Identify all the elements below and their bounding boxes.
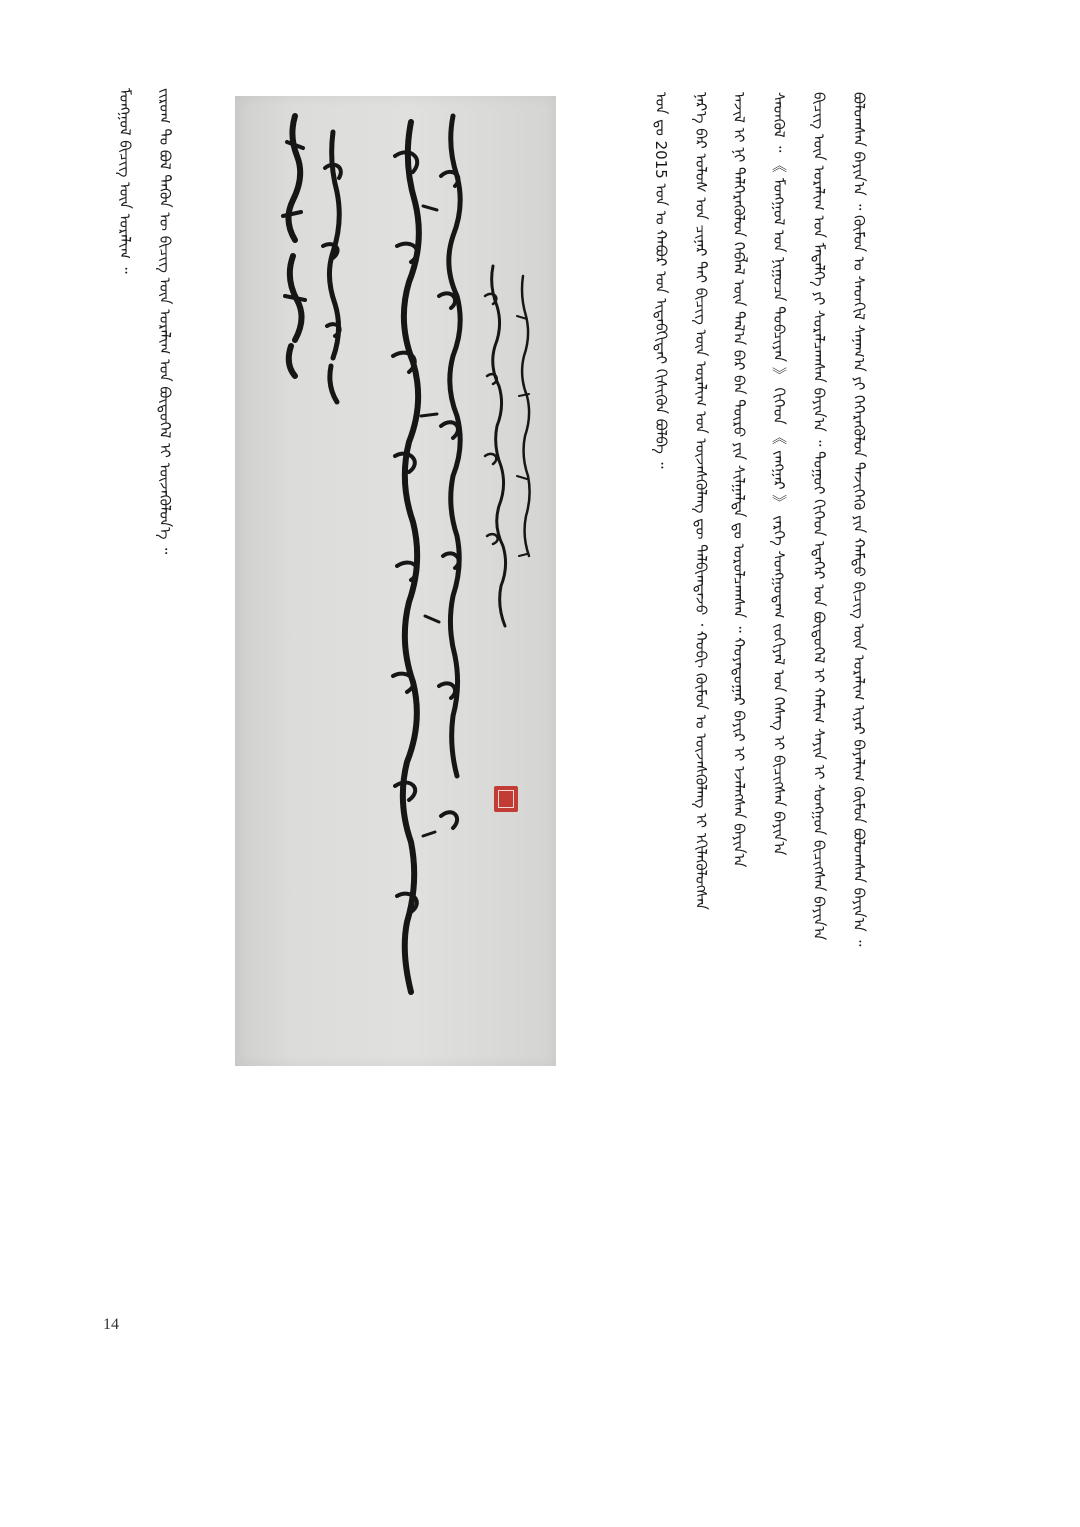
body-text-column-1: ᠪᠣᠯᠣᠭᠰᠠᠨ ᠪᠠᠶᠢᠨ᠎ᠠ ᠃ ᠬᠦᠮᠦᠨ ᠤ ᠰᠡᠳᠬᠢᠯ ᠰᠠᠨᠠᠭ᠎ᠠ ᠶᠢ ᠭᠡᠭᠡᠷᠡᠭᠦᠯᠦᠨ ᠲᠡᠵᠢᠭᠡᠬᠦ ᠶᠢᠨ ᠬᠠᠮᠲᠤ ᠪᠢᠴᠢᠭ ᠦᠨ ᠤᠷᠠᠯᠢᠭ ᠢᠶᠡᠷ ᠪᠠᠶᠠᠯᠢᠭ ᠬᠦᠮᠦᠨ ᠪᠤᠯᠤᠭᠰᠠᠨ ᠪᠠᠶᠢᠨ᠎ᠠ ᠃ — [850, 92, 868, 947]
red-seal-stamp — [494, 786, 518, 812]
caption-line-1: ᠵᠢᠷᠤᠭ ᠲᠤ ᠪᠣᠯ ᠲᠡᠭᠦᠨ ᠦ ᠪᠢᠴᠢᠭ ᠦᠨ ᠤᠷᠠᠯᠢᠭ ᠤᠨ ᠪᠦᠲᠦᠭᠡᠯ ᠢ ᠦᠵᠡᠭᠦᠯᠦᠨ᠎ᠡ ᠃ — [156, 88, 174, 555]
body-text-column-4: ᠠᠵᠢᠯ ᠢ ᠨᠢ ᠳᠡᠯᠭᠡᠷᠡᠭᠦᠯᠦᠨ ᠬᠡᠪᠯᠡᠯ ᠦᠨ ᠲᠠᠯ᠎ᠠ ᠪᠠᠷ ᠪᠠᠨ ᠲᠦᠷᠦ ᠶᠢᠨ ᠰᠢᠯᠭᠠᠯᠲᠠ ᠳᠤ ᠣᠷᠣᠯᠴᠠᠭᠰᠠᠨ ᠃ ᠬᠣᠶᠠᠳᠤᠭᠠᠷ ᠪᠠᠶᠢᠷ ᠢ ᠡᠵᠡᠯᠡᠭᠰᠡᠨ ᠪᠠᠶᠢᠨ᠎ᠠ — [730, 92, 748, 868]
calligraphy-strokes — [235, 96, 556, 1066]
body-text-column-3: ᠰᠡᠳᠬᠦᠯ ᠃ 《 ᠮᠣᠩᠭᠣᠯ ᠤᠨ ᠨᠢᠭᠤᠴᠠ ᠲᠣᠪᠴᠢᠶᠠᠨ 》 ᠬᠢᠭᠡᠳ 《 ᠵᠠᠩᠭᠠᠷ 》 ᠵᠡᠷᠭᠡ ᠰᠣᠩᠭᠣᠳᠠᠭ ᠵᠣᠬᠢᠶᠠᠯ ᠤᠨ ᠬᠡᠰᠡᠭ ᠢ ᠪᠢᠴᠢᠭᠰᠡᠨ ᠪᠠᠶᠢᠨ᠎ᠠ — [770, 92, 788, 856]
body-text-column-6: ᠣᠨ ᠳᠤ 2015 ᠣᠨ ᠤ ᠬᠠᠪᠤᠷ ᠤᠨ ᠢᠳᠡᠪᠬᠢᠲᠡᠢ ᠭᠢᠰᠢᠭᠦᠨ ᠪᠣᠯᠪᠠ ᠃ — [652, 92, 670, 469]
page-number: 14 — [103, 1316, 119, 1333]
body-text-column-2: ᠪᠢᠴᠢᠭ ᠦᠨ ᠤᠷᠠᠯᠢᠭ ᠤᠨ ᠮᠡᠳᠡᠯᠭᠡ ᠶᠢ ᠰᠤᠷᠠᠯᠴᠠᠭᠰᠠᠨ ᠪᠠᠶᠢᠨ᠎ᠠ ᠃ ᠳᠤᠭᠤᠢ ᠬᠢᠭᠡᠳ ᠡᠳᠡᠭᠡᠷ ᠤᠨ ᠪᠦᠲᠦᠭᠡᠯ ᠢ ᠬᠠᠮᠢᠭ ᠰᠠᠶᠢᠨ ᠢ ᠰᠣᠩᠭᠤᠨ ᠪᠢᠴᠢᠭᠰᠡᠨ ᠪᠠᠶᠢᠨ᠎ᠠ — [810, 92, 828, 941]
caption-line-2: ᠮᠣᠩᠭᠣᠯ ᠪᠢᠴᠢᠭ ᠦᠨ ᠤᠷᠠᠯᠢᠭ ᠃ — [116, 88, 134, 274]
body-text-column-5: ᠨᠡᠷ᠎ᠡ ᠪᠡᠷ ᠤᠯᠤᠰ ᠤᠨ ᠴᠢᠨᠠᠷ ᠲᠠᠢ ᠪᠢᠴᠢᠭ ᠦᠨ ᠤᠷᠠᠯᠢᠭ ᠤᠨ ᠦᠵᠡᠰᠭᠦᠯᠡᠩ ᠳᠦ ᠲᠠᠯᠪᠢᠭᠳᠠᠵᠤ ᠂ ᠬᠤᠪᠢ ᠬᠦᠮᠦᠨ ᠤ ᠦᠵᠡᠰᠭᠦᠯᠡᠩ ᠢ ᠡᠬᠢᠯᠡᠭᠦᠯᠦᠭᠰᠡᠨ — [692, 92, 710, 910]
calligraphy-artwork — [235, 96, 556, 1066]
